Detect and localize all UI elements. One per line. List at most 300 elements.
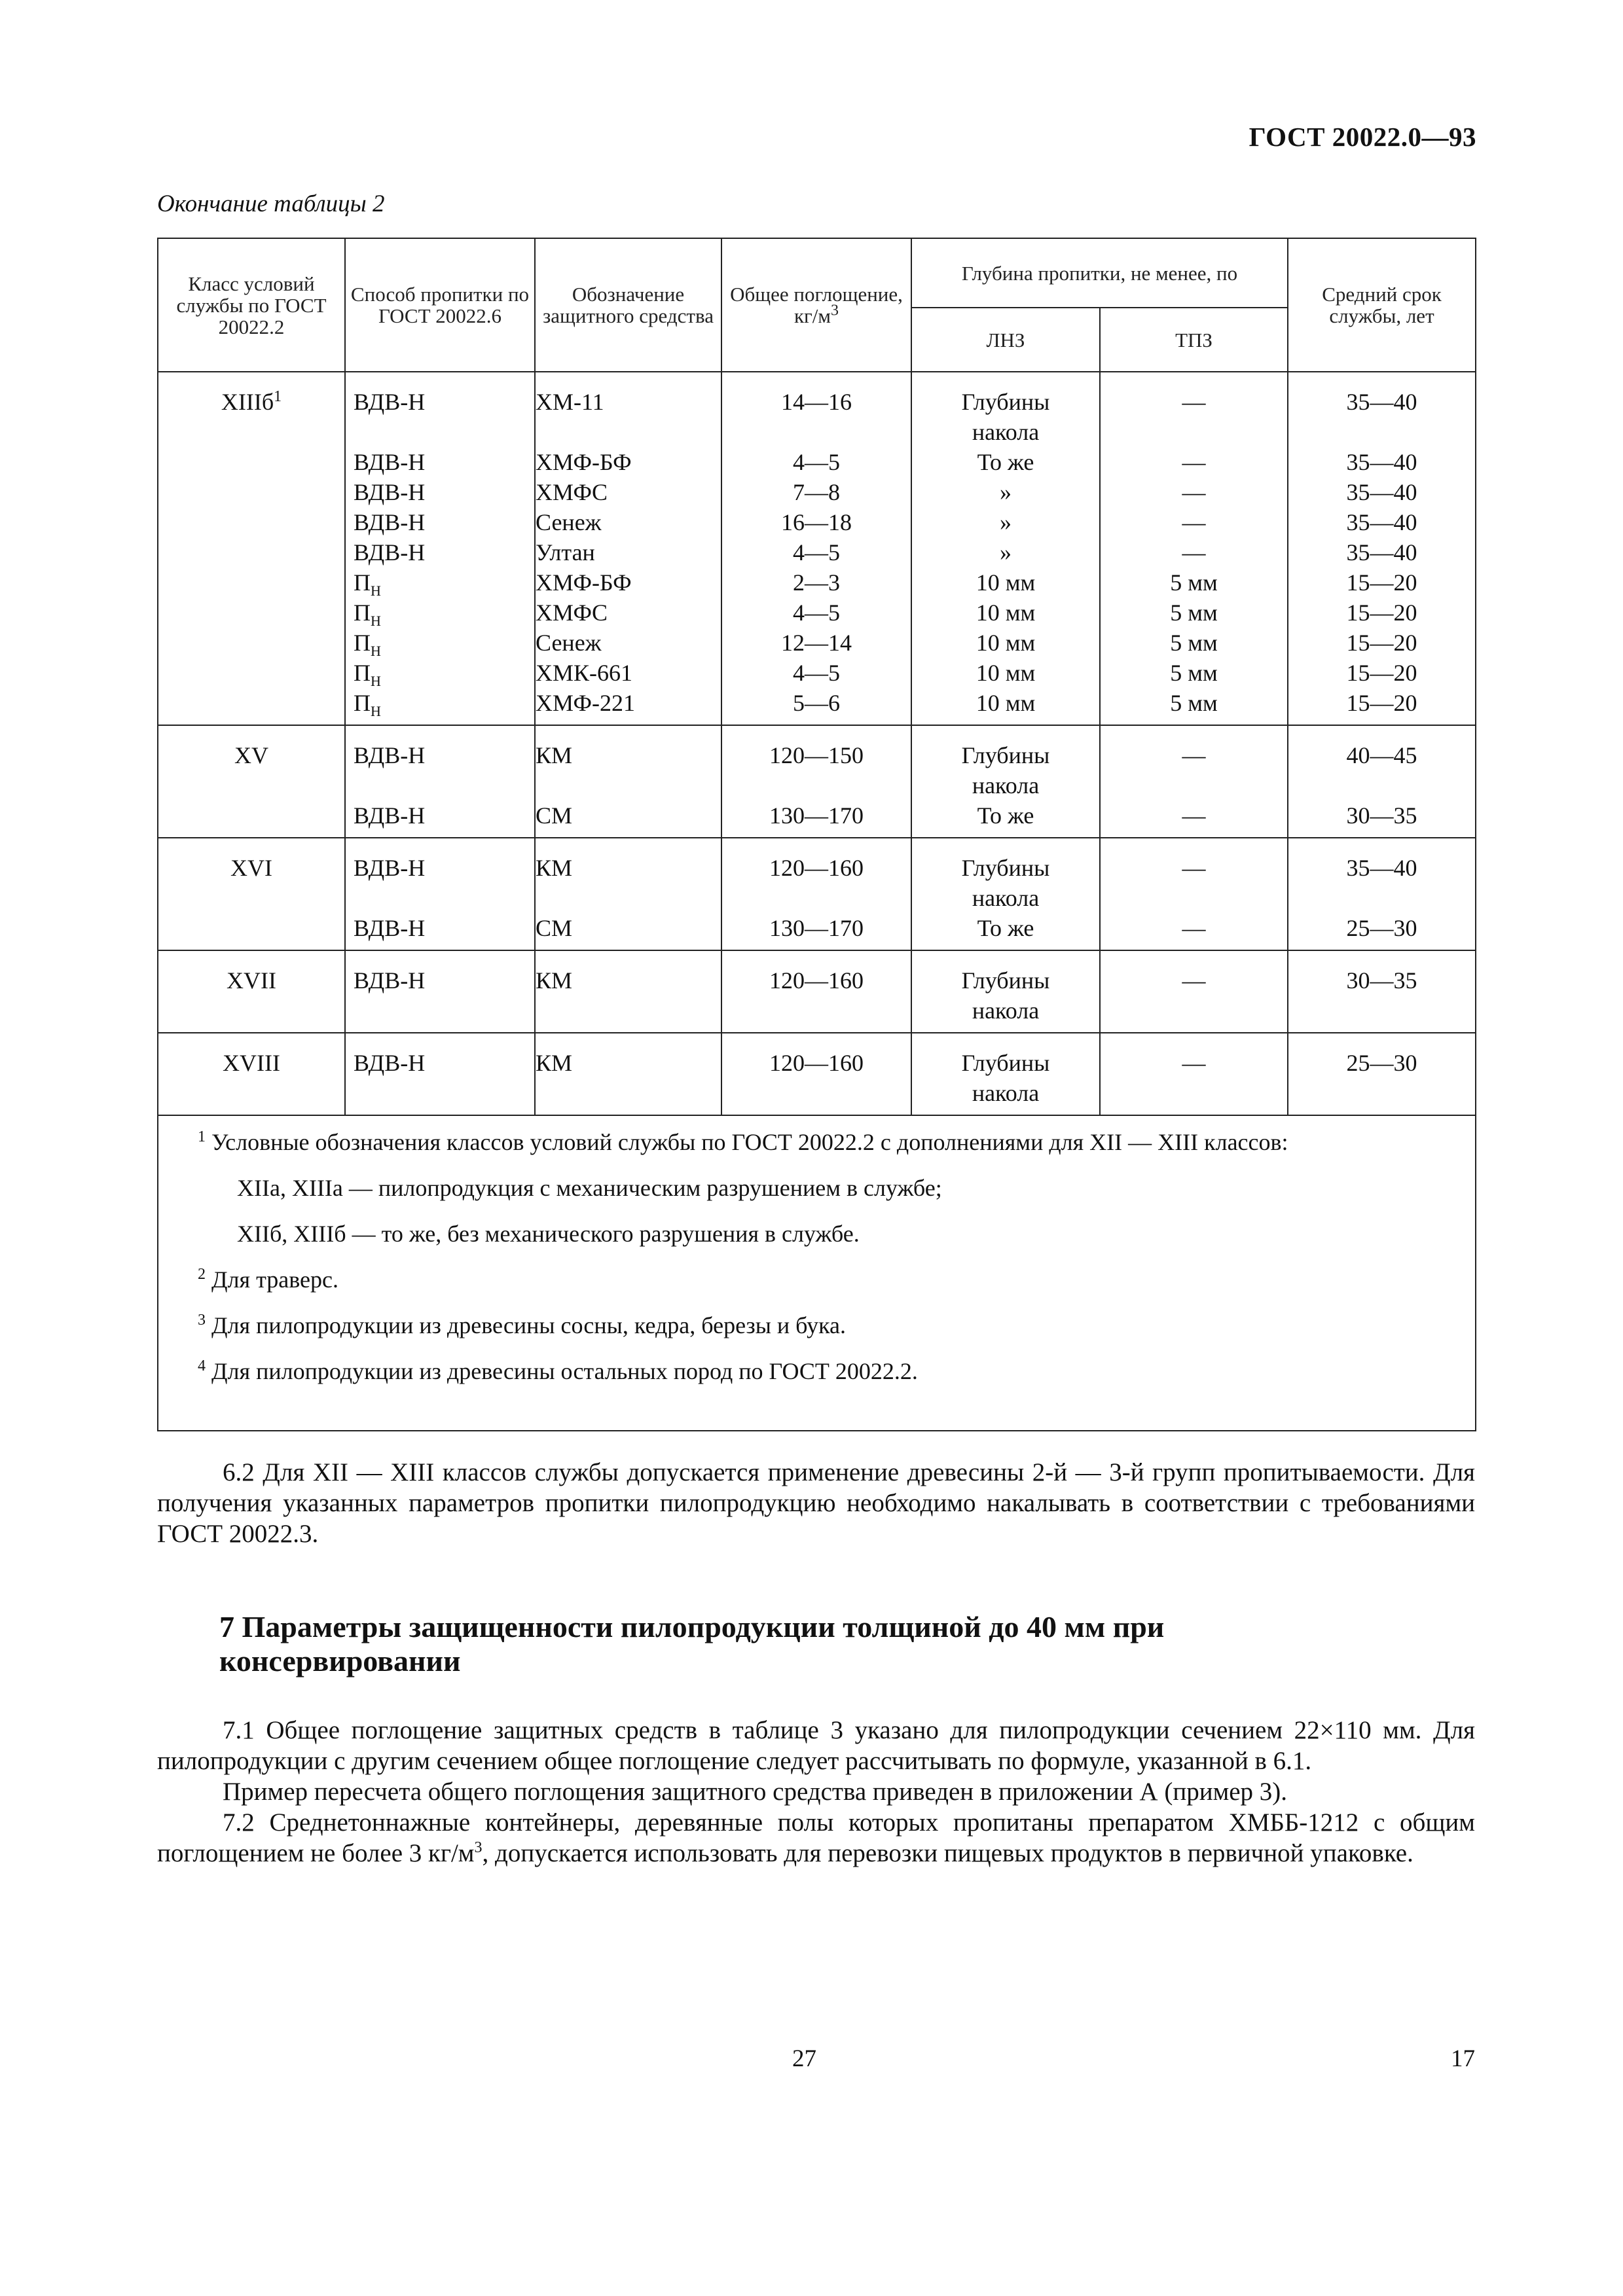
agent-line-text: ХМФС	[536, 600, 608, 626]
tpz-line-text: —	[1182, 479, 1206, 505]
agent-cell	[535, 372, 721, 725]
absorption-line	[722, 800, 911, 831]
service-life-line-text: 35—40	[1346, 855, 1417, 881]
method-line	[346, 800, 534, 831]
service-life-line	[1288, 567, 1475, 598]
agent-line-text: Сенеж	[536, 509, 602, 535]
service-life-line	[1288, 913, 1475, 943]
service-life-line	[1288, 853, 1475, 883]
agent-line-text: СМ	[536, 915, 573, 941]
method-line-text: ВДВ-Н	[354, 802, 426, 829]
agent-line	[536, 740, 721, 770]
tpz-line-text: —	[1182, 915, 1206, 941]
method-line	[346, 996, 534, 1026]
lnz-line-text: накола	[972, 997, 1040, 1024]
tpz-line-text: 5 мм	[1170, 600, 1218, 626]
service-life-line	[1288, 658, 1475, 688]
agent-line-text: ХМФ-221	[536, 690, 635, 716]
method-line-text: ВДВ-Н	[354, 967, 426, 994]
class-value: XVI	[230, 855, 272, 881]
footnote	[198, 1358, 1475, 1384]
agent-cell	[535, 838, 721, 950]
agent-line	[536, 1078, 721, 1108]
absorption-line	[722, 598, 911, 628]
section-7-title: 7 Параметры защищенности пилопродукции толщиной до 40 мм при консервировании	[219, 1610, 1165, 1677]
absorption-line-text: 7—8	[793, 479, 840, 505]
footnote	[198, 1266, 1475, 1293]
footnote-text: Для пилопродукции из древесины остальных пород по ГОСТ 20022.2.	[211, 1358, 918, 1384]
service-life-line	[1288, 883, 1475, 913]
paragraph-7-1-example: Пример пересчета общего поглощения защитного средства приведен в приложении А (пример 3).	[223, 1778, 1288, 1806]
agent-line-text: ХМ-11	[536, 389, 604, 415]
footnote-text: XIIa, XIIIa — пилопродукция с механическим разрушением в службе;	[237, 1175, 942, 1201]
life-cell	[1288, 1033, 1476, 1115]
tpz-line	[1101, 996, 1287, 1026]
service-life-line	[1288, 477, 1475, 507]
agent-line	[536, 507, 721, 537]
lnz-line	[912, 770, 1099, 800]
agent-line	[536, 853, 721, 883]
lnz-line	[912, 567, 1099, 598]
paragraph-7-2-sup: 3	[474, 1839, 483, 1856]
method-line	[346, 658, 534, 688]
agent-line	[536, 965, 721, 996]
method-line	[346, 387, 534, 417]
method-line-text: ВДВ-Н	[354, 742, 426, 768]
lnz-line	[912, 1048, 1099, 1078]
paragraph-6-2	[157, 1457, 1475, 1549]
lnz-line-text: »	[1000, 539, 1012, 565]
service-life-line-text: 30—35	[1346, 967, 1417, 994]
absorption-line	[722, 537, 911, 567]
lnz-line-text: Глубины	[961, 855, 1050, 881]
footnotes-row	[158, 1115, 1476, 1431]
method-line-text: ВДВ-Н	[354, 1050, 426, 1076]
lnz-line-text: То же	[977, 449, 1034, 475]
lnz-line-text: накола	[972, 885, 1040, 911]
lnz-line-text: 10 мм	[976, 660, 1036, 686]
method-cell	[345, 950, 535, 1033]
life-cell	[1288, 725, 1476, 838]
method-line	[346, 770, 534, 800]
service-life-line	[1288, 387, 1475, 417]
lnz-cell	[911, 1033, 1100, 1115]
absorption-line	[722, 1078, 911, 1108]
method-line-text: П	[354, 600, 371, 626]
life-cell	[1288, 838, 1476, 950]
lnz-line-text: накола	[972, 772, 1040, 798]
agent-line-text: КМ	[536, 967, 573, 994]
tpz-cell	[1100, 950, 1288, 1033]
tpz-line	[1101, 965, 1287, 996]
footnote-number: 4	[198, 1357, 206, 1374]
absorption-line-text: 130—170	[769, 802, 864, 829]
footnote	[198, 1312, 1475, 1338]
absorption-line	[722, 996, 911, 1026]
method-line	[346, 628, 534, 658]
header-absorption-text: Общее поглощение, кг/м	[730, 283, 903, 327]
footnote-text: Для пилопродукции из древесины сосны, кедра, березы и бука.	[211, 1312, 847, 1338]
absorption-line	[722, 883, 911, 913]
method-line-text: ВДВ-Н	[354, 389, 426, 415]
tpz-line-text: 5 мм	[1170, 630, 1218, 656]
lnz-line-text: То же	[977, 915, 1034, 941]
service-life-line	[1288, 996, 1475, 1026]
tpz-line	[1101, 1078, 1287, 1108]
method-line-text: ВДВ-Н	[354, 915, 426, 941]
absorption-line	[722, 740, 911, 770]
service-life-line	[1288, 507, 1475, 537]
table-row-group	[158, 950, 1476, 1033]
absorption-line-text: 4—5	[793, 539, 840, 565]
tpz-line-text: —	[1182, 539, 1206, 565]
agent-line	[536, 417, 721, 447]
absorption-line-text: 120—160	[769, 967, 864, 994]
header-lnz: ЛНЗ	[911, 308, 1100, 372]
absorption-line-text: 4—5	[793, 600, 840, 626]
absorption-line	[722, 477, 911, 507]
service-life-line-text: 15—20	[1346, 600, 1417, 626]
lnz-line	[912, 996, 1099, 1026]
method-line-text: ВДВ-Н	[354, 449, 426, 475]
absorption-line-text: 130—170	[769, 915, 864, 941]
method-subscript: Н	[371, 613, 381, 630]
tpz-line	[1101, 853, 1287, 883]
service-life-line	[1288, 965, 1475, 996]
footnotes-cell	[158, 1115, 1476, 1431]
tpz-line	[1101, 417, 1287, 447]
lnz-line	[912, 688, 1099, 718]
method-cell	[345, 725, 535, 838]
paragraph-7-2-a: 7.2 Среднетоннажные контейнеры, деревянные полы которых пропитаны препаратом ХМББ-1212 с общим поглощением не более 3 кг/м	[157, 1808, 1475, 1867]
absorption-line	[722, 853, 911, 883]
page-number-right: 17	[1451, 2045, 1475, 2072]
lnz-line	[912, 913, 1099, 943]
life-cell	[1288, 372, 1476, 725]
method-subscript: Н	[371, 703, 381, 720]
service-life-line-text: 35—40	[1346, 389, 1417, 415]
lnz-line	[912, 387, 1099, 417]
class-value: XVIII	[223, 1050, 280, 1076]
header-absorption-sup: 3	[831, 302, 839, 319]
class-cell	[158, 950, 345, 1033]
tpz-cell	[1100, 1033, 1288, 1115]
absorption-line	[722, 913, 911, 943]
method-line-text: П	[354, 630, 371, 656]
agent-line-text: Сенеж	[536, 630, 602, 656]
tpz-line	[1101, 658, 1287, 688]
header-class: Класс условий службы по ГОСТ 20022.2	[158, 238, 345, 372]
tpz-line	[1101, 883, 1287, 913]
agent-cell	[535, 1033, 721, 1115]
agent-cell	[535, 950, 721, 1033]
lnz-line	[912, 628, 1099, 658]
agent-line	[536, 688, 721, 718]
service-life-line	[1288, 447, 1475, 477]
absorption-line-text: 4—5	[793, 660, 840, 686]
service-life-line	[1288, 628, 1475, 658]
service-life-line-text: 35—40	[1346, 479, 1417, 505]
lnz-line-text: Глубины	[961, 742, 1050, 768]
table-row-group	[158, 725, 1476, 838]
table-row-group	[158, 1033, 1476, 1115]
service-life-line-text: 40—45	[1346, 742, 1417, 768]
tpz-line	[1101, 1048, 1287, 1078]
absorption-line-text: 16—18	[781, 509, 852, 535]
class-value: XIIIб	[221, 389, 274, 415]
class-label	[158, 965, 344, 996]
agent-line	[536, 567, 721, 598]
tpz-line	[1101, 477, 1287, 507]
method-line	[346, 477, 534, 507]
class-label	[158, 1048, 344, 1078]
header-method: Способ пропитки по ГОСТ 20022.6	[345, 238, 535, 372]
class-value: XVII	[227, 967, 276, 994]
lnz-line	[912, 537, 1099, 567]
lnz-line-text: 10 мм	[976, 690, 1036, 716]
agent-line-text: КМ	[536, 742, 573, 768]
agent-line-text: КМ	[536, 855, 573, 881]
absorption-line	[722, 965, 911, 996]
tpz-cell	[1100, 838, 1288, 950]
paragraph-7-2-b: , допускается использовать для перевозки пищевых продуктов в первичной упаковке.	[482, 1839, 1413, 1867]
footnote	[198, 1221, 1475, 1247]
absorption-line	[722, 628, 911, 658]
agent-line-text: Ултан	[536, 539, 595, 565]
method-line	[346, 740, 534, 770]
tpz-line	[1101, 913, 1287, 943]
class-label	[158, 740, 344, 770]
header-depth-group: Глубина пропитки, не менее, по	[911, 238, 1288, 308]
life-cell	[1288, 950, 1476, 1033]
tpz-line	[1101, 567, 1287, 598]
lnz-line	[912, 800, 1099, 831]
method-line	[346, 447, 534, 477]
absorption-line	[722, 417, 911, 447]
service-life-line	[1288, 740, 1475, 770]
tpz-line	[1101, 507, 1287, 537]
service-life-line-text: 15—20	[1346, 569, 1417, 596]
section-7-body	[157, 1715, 1475, 1869]
absorption-cell	[721, 372, 911, 725]
method-line	[346, 567, 534, 598]
agent-line-text: ХМФ-БФ	[536, 449, 632, 475]
lnz-line	[912, 883, 1099, 913]
tpz-line-text: —	[1182, 967, 1206, 994]
method-line	[346, 598, 534, 628]
absorption-line	[722, 688, 911, 718]
lnz-line	[912, 853, 1099, 883]
agent-line	[536, 598, 721, 628]
service-life-line-text: 15—20	[1346, 630, 1417, 656]
method-line	[346, 1048, 534, 1078]
agent-line	[536, 1048, 721, 1078]
method-line-text: П	[354, 690, 371, 716]
tpz-line-text: —	[1182, 509, 1206, 535]
footnote	[198, 1129, 1475, 1155]
lnz-line	[912, 507, 1099, 537]
method-subscript: Н	[371, 583, 381, 600]
lnz-line-text: »	[1000, 509, 1012, 535]
class-cell	[158, 1033, 345, 1115]
absorption-line	[722, 507, 911, 537]
class-footnote-ref: 1	[274, 388, 282, 405]
method-cell	[345, 372, 535, 725]
agent-line	[536, 996, 721, 1026]
service-life-line	[1288, 688, 1475, 718]
lnz-line-text: Глубины	[961, 1050, 1050, 1076]
absorption-line-text: 120—150	[769, 742, 864, 768]
absorption-line	[722, 1048, 911, 1078]
class-cell	[158, 372, 345, 725]
tpz-line	[1101, 688, 1287, 718]
agent-line	[536, 770, 721, 800]
method-subscript: Н	[371, 673, 381, 690]
method-line	[346, 537, 534, 567]
lnz-line-text: Глубины	[961, 967, 1050, 994]
method-line-text: ВДВ-Н	[354, 855, 426, 881]
method-subscript: Н	[371, 643, 381, 660]
absorption-line	[722, 658, 911, 688]
method-line	[346, 883, 534, 913]
method-line-text: П	[354, 660, 371, 686]
lnz-cell	[911, 838, 1100, 950]
absorption-line	[722, 567, 911, 598]
lnz-line	[912, 1078, 1099, 1108]
service-life-line-text: 25—30	[1346, 1050, 1417, 1076]
absorption-line-text: 120—160	[769, 1050, 864, 1076]
footnote	[198, 1175, 1475, 1201]
method-line	[346, 417, 534, 447]
tpz-line-text: 5 мм	[1170, 660, 1218, 686]
method-line	[346, 688, 534, 718]
lnz-line-text: накола	[972, 1080, 1040, 1106]
method-line	[346, 507, 534, 537]
tpz-line	[1101, 447, 1287, 477]
absorption-cell	[721, 838, 911, 950]
service-life-line	[1288, 417, 1475, 447]
absorption-line-text: 120—160	[769, 855, 864, 881]
table-body	[158, 372, 1476, 1431]
document-code: ГОСТ 20022.0—93	[1249, 122, 1476, 152]
agent-cell	[535, 725, 721, 838]
agent-line-text: ХМФ-БФ	[536, 569, 632, 596]
lnz-line-text: 10 мм	[976, 600, 1036, 626]
service-life-line-text: 30—35	[1346, 802, 1417, 829]
impregnation-table	[157, 238, 1476, 1431]
service-life-line	[1288, 800, 1475, 831]
lnz-cell	[911, 950, 1100, 1033]
absorption-cell	[721, 725, 911, 838]
tpz-cell	[1100, 372, 1288, 725]
lnz-line	[912, 965, 1099, 996]
lnz-line-text: То же	[977, 802, 1034, 829]
class-cell	[158, 725, 345, 838]
paragraph-7-1: 7.1 Общее поглощение защитных средств в таблице 3 указано для пилопродукции сечением 22×110 мм. Для пилопродукции с другим сечением общее поглощение следует рассчитывать по формуле, указанной в 6.1.	[157, 1716, 1475, 1775]
footnote-number: 2	[198, 1266, 206, 1283]
paragraph-7-2	[157, 1807, 1475, 1869]
footnote-number: 1	[198, 1128, 206, 1145]
tpz-line-text: —	[1182, 802, 1206, 829]
method-line-text: ВДВ-Н	[354, 539, 426, 565]
tpz-line-text: 5 мм	[1170, 569, 1218, 596]
service-life-line	[1288, 1078, 1475, 1108]
service-life-line	[1288, 537, 1475, 567]
tpz-cell	[1100, 725, 1288, 838]
lnz-line-text: Глубины	[961, 389, 1050, 415]
absorption-line-text: 4—5	[793, 449, 840, 475]
tpz-line	[1101, 800, 1287, 831]
header-tpz: ТПЗ	[1100, 308, 1288, 372]
tpz-line	[1101, 740, 1287, 770]
header-absorption	[721, 238, 911, 372]
service-life-line	[1288, 770, 1475, 800]
service-life-line-text: 15—20	[1346, 660, 1417, 686]
method-line-text: П	[354, 569, 371, 596]
method-cell	[345, 838, 535, 950]
agent-line	[536, 477, 721, 507]
paragraph-6-2-text: 6.2 Для XII — XIII классов службы допускается применение древесины 2-й — 3-й групп пропитываемости. Для получения указанных параметров пропитки пилопродукцию необходимо накалывать в соответствии с требованиями ГОСТ 20022.3.	[157, 1458, 1475, 1548]
lnz-line	[912, 477, 1099, 507]
table-row-group	[158, 372, 1476, 725]
agent-line	[536, 658, 721, 688]
method-line	[346, 965, 534, 996]
method-line	[346, 853, 534, 883]
absorption-line-text: 14—16	[781, 389, 852, 415]
method-line-text: ВДВ-Н	[354, 479, 426, 505]
lnz-line	[912, 740, 1099, 770]
tpz-line	[1101, 770, 1287, 800]
tpz-line	[1101, 598, 1287, 628]
service-life-line-text: 35—40	[1346, 539, 1417, 565]
method-line-text: ВДВ-Н	[354, 509, 426, 535]
agent-line	[536, 447, 721, 477]
absorption-cell	[721, 1033, 911, 1115]
class-label	[158, 387, 344, 417]
footnote-number: 3	[198, 1312, 206, 1329]
footnote-text: XIIб, XIIIб — то же, без механического разрушения в службе.	[237, 1221, 860, 1247]
lnz-cell	[911, 725, 1100, 838]
agent-line	[536, 913, 721, 943]
method-line	[346, 913, 534, 943]
agent-line	[536, 387, 721, 417]
lnz-line	[912, 598, 1099, 628]
lnz-line-text: 10 мм	[976, 569, 1036, 596]
service-life-line	[1288, 1048, 1475, 1078]
lnz-line	[912, 658, 1099, 688]
tpz-line-text: —	[1182, 449, 1206, 475]
absorption-line-text: 5—6	[793, 690, 840, 716]
method-line	[346, 1078, 534, 1108]
agent-line-text: СМ	[536, 802, 573, 829]
tpz-line	[1101, 537, 1287, 567]
class-value: XV	[234, 742, 268, 768]
tpz-line-text: 5 мм	[1170, 690, 1218, 716]
agent-line-text: ХМФС	[536, 479, 608, 505]
absorption-line	[722, 770, 911, 800]
lnz-cell	[911, 372, 1100, 725]
agent-line	[536, 537, 721, 567]
lnz-line	[912, 417, 1099, 447]
page-number-center: 27	[792, 2045, 816, 2072]
service-life-line-text: 35—40	[1346, 449, 1417, 475]
table-row-group	[158, 838, 1476, 950]
class-label	[158, 853, 344, 883]
absorption-line-text: 2—3	[793, 569, 840, 596]
table-caption: Окончание таблицы 2	[157, 190, 385, 217]
agent-line-text: КМ	[536, 1050, 573, 1076]
agent-line	[536, 800, 721, 831]
